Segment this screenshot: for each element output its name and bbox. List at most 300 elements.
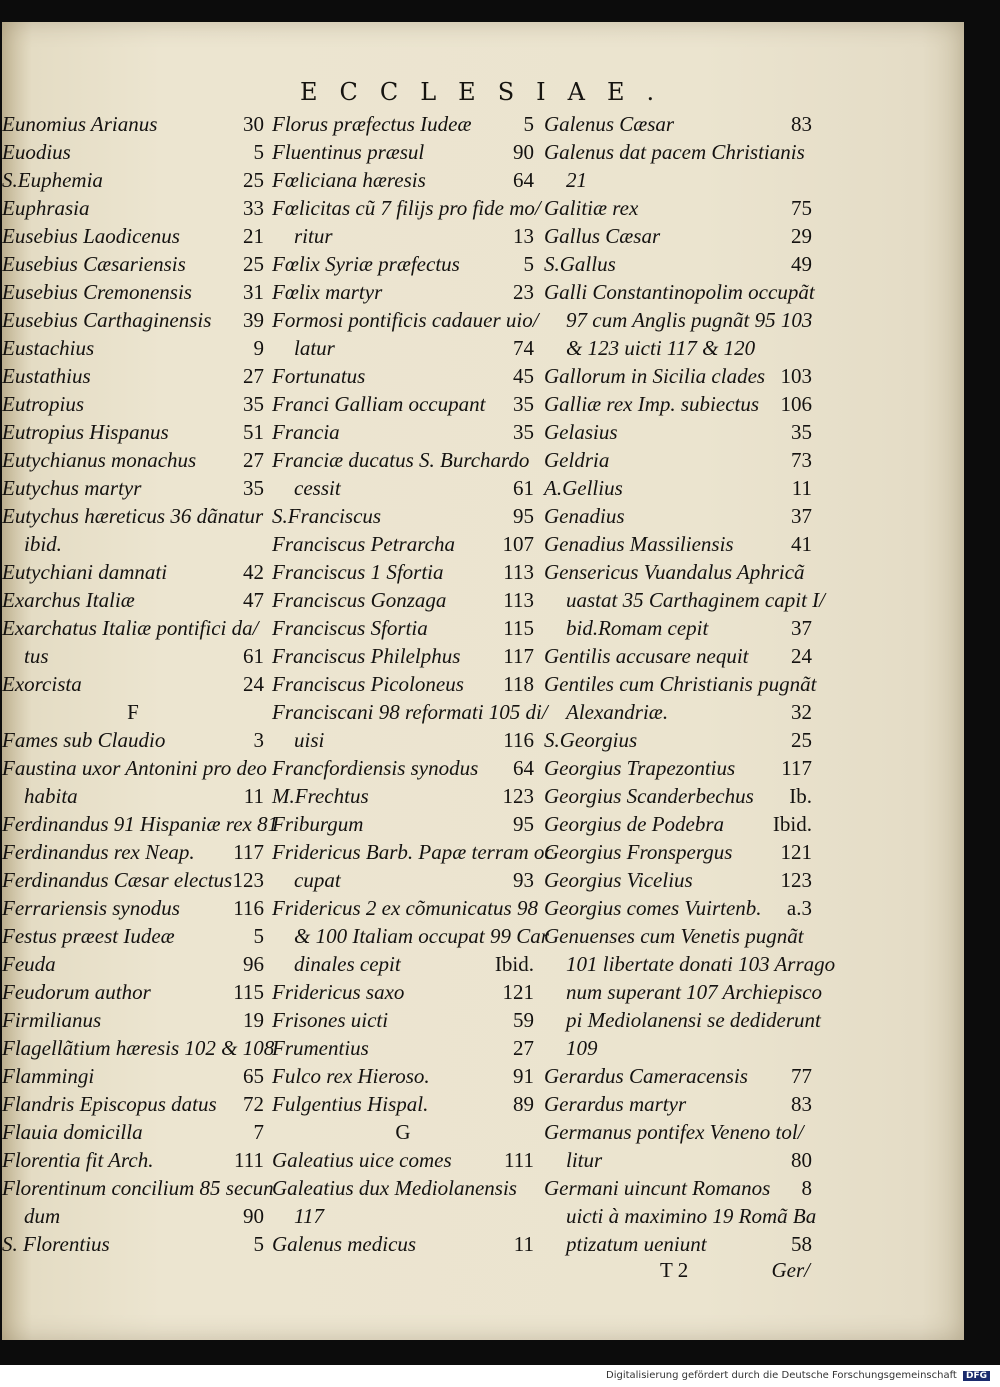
index-entry xyxy=(2,1146,264,1174)
entry-page-ref: 121 xyxy=(780,840,812,864)
index-entry xyxy=(2,978,264,1006)
index-column-1 xyxy=(2,110,279,1258)
entry-page-ref: 27 xyxy=(243,364,264,388)
entry-term: Ferrariensis synodus xyxy=(2,896,180,920)
index-entry xyxy=(2,362,264,390)
entry-term: uicti à maximino 19 Romã Ba xyxy=(566,1204,817,1228)
index-entry xyxy=(272,194,541,222)
entry-page-ref: 83 xyxy=(791,112,812,136)
entry-page-ref: 90 xyxy=(243,1204,264,1228)
index-entry xyxy=(544,362,812,390)
entry-term: Eutychianus monachus xyxy=(2,448,197,472)
index-entry xyxy=(2,782,264,810)
entry-page-ref: 89 xyxy=(513,1092,534,1116)
entry-page-ref: 96 xyxy=(243,952,264,976)
entry-term: dinales cepit xyxy=(294,952,401,976)
entry-page-ref: 51 xyxy=(243,420,264,444)
index-entry xyxy=(2,1062,264,1090)
index-entry xyxy=(2,1202,264,1230)
index-entry xyxy=(544,446,812,474)
index-entry xyxy=(2,166,264,194)
index-entry xyxy=(2,586,264,614)
entry-page-ref: 95 xyxy=(513,504,534,528)
entry-term: Francia xyxy=(272,420,340,444)
entry-term: Fortunatus xyxy=(272,364,366,388)
index-entry xyxy=(544,1090,812,1118)
entry-page-ref: 35 xyxy=(791,420,812,444)
index-entry xyxy=(544,334,812,362)
index-entry xyxy=(544,950,836,978)
index-entry xyxy=(2,754,267,782)
entry-term: & 100 Italiam occupat 99 Car xyxy=(294,924,549,948)
index-entry xyxy=(2,418,264,446)
entry-term: Galli Constantinopolim occupãt xyxy=(544,280,815,304)
index-entry xyxy=(2,306,264,334)
entry-term: M.Frechtus xyxy=(272,784,369,808)
entry-page-ref: 95 xyxy=(513,812,534,836)
index-entry xyxy=(2,1230,264,1258)
entry-page-ref: 35 xyxy=(243,392,264,416)
entry-page-ref: 42 xyxy=(243,560,264,584)
entry-term: Gentilis accusare nequit xyxy=(544,644,749,668)
index-entry xyxy=(272,866,534,894)
running-header: ECCLESIAE. xyxy=(300,78,677,106)
entry-page-ref: 113 xyxy=(503,588,534,612)
index-entry xyxy=(544,866,812,894)
entry-page-ref: 123 xyxy=(232,868,264,892)
index-entry xyxy=(2,446,264,474)
signature-mark: T 2 xyxy=(660,1258,689,1282)
entry-term: Faustina uxor Antonini pro deo xyxy=(2,756,267,780)
index-entry xyxy=(272,558,534,586)
entry-term: Eusebius Cæsariensis xyxy=(2,252,186,276)
entry-page-ref: 11 xyxy=(513,1232,534,1256)
entry-page-ref: 8 xyxy=(801,1176,812,1200)
entry-term: Eutychus martyr xyxy=(2,476,142,500)
entry-term: 117 xyxy=(294,1204,324,1228)
entry-term: Gerardus martyr xyxy=(544,1092,687,1116)
index-entry xyxy=(272,138,534,166)
entry-term: Francfordiensis synodus xyxy=(272,756,479,780)
entry-term: Flagellãtium hæresis 102 & 108 xyxy=(2,1036,275,1060)
entry-term: Exarchatus Italiæ pontifici da/ xyxy=(2,616,259,640)
entry-term: bid.Romam cepit xyxy=(566,616,709,640)
index-entry xyxy=(544,418,812,446)
entry-page-ref: 116 xyxy=(233,896,264,920)
entry-page-ref: a.3 xyxy=(786,896,812,920)
entry-term: Galitiæ rex xyxy=(544,196,639,220)
index-entry xyxy=(544,558,812,586)
entry-term: Franciscus Philelphus xyxy=(272,644,461,668)
entry-term: Fœlix martyr xyxy=(272,280,383,304)
entry-page-ref: 5 xyxy=(253,140,264,164)
entry-term: pi Mediolanensi se dediderunt xyxy=(566,1008,821,1032)
index-entry xyxy=(544,166,812,194)
entry-page-ref: 49 xyxy=(791,252,812,276)
index-entry xyxy=(544,586,825,614)
index-entry xyxy=(544,810,812,838)
entry-term: Eustachius xyxy=(2,336,95,360)
entry-term: Geldria xyxy=(544,448,610,472)
index-entry xyxy=(272,1230,534,1258)
index-entry xyxy=(2,110,264,138)
index-entry xyxy=(544,1230,812,1258)
index-entry xyxy=(544,1146,812,1174)
entry-term: Galenus Cæsar xyxy=(544,112,675,136)
entry-term: Galenus dat pacem Christianis xyxy=(544,140,805,164)
entry-term: Franci Galliam occupant xyxy=(272,392,486,416)
index-entry xyxy=(2,670,264,698)
index-entry xyxy=(2,390,264,418)
index-entry xyxy=(544,194,812,222)
entry-page-ref: 117 xyxy=(781,756,812,780)
entry-page-ref: 116 xyxy=(503,728,534,752)
index-entry xyxy=(272,726,534,754)
entry-term: Georgius Scanderbechus xyxy=(544,784,754,808)
entry-term: Fridericus saxo xyxy=(272,980,405,1004)
entry-term: Franciæ ducatus S. Burchardo xyxy=(272,448,530,472)
entry-term: 109 xyxy=(566,1036,598,1060)
index-entry xyxy=(2,194,264,222)
index-column-3 xyxy=(544,110,836,1258)
index-entry xyxy=(272,894,538,922)
index-entry xyxy=(272,474,534,502)
index-entry xyxy=(272,642,534,670)
index-entry xyxy=(272,950,534,978)
entry-page-ref: 65 xyxy=(243,1064,264,1088)
index-entry xyxy=(2,642,264,670)
entry-page-ref: 61 xyxy=(513,476,534,500)
index-entry xyxy=(272,838,554,866)
entry-term: Georgius Vicelius xyxy=(544,868,693,892)
entry-term: Franciscus Gonzaga xyxy=(272,588,447,612)
entry-term: ibid. xyxy=(24,532,62,556)
entry-page-ref: 80 xyxy=(791,1148,812,1172)
index-entry xyxy=(272,418,534,446)
index-entry xyxy=(544,1174,812,1202)
index-entry xyxy=(544,782,812,810)
entry-term: S.Georgius xyxy=(544,728,638,752)
catchword: Ger/ xyxy=(771,1258,810,1282)
entry-page-ref: 121 xyxy=(502,980,534,1004)
entry-term: uastat 35 Carthaginem capit I/ xyxy=(566,588,825,612)
entry-page-ref: 23 xyxy=(513,280,534,304)
index-entry xyxy=(544,978,823,1006)
index-entry xyxy=(272,362,534,390)
entry-term: Fulgentius Hispal. xyxy=(272,1092,429,1116)
entry-term: Genadius Massiliensis xyxy=(544,532,734,556)
entry-term: litur xyxy=(566,1148,603,1172)
entry-term: Firmilianus xyxy=(2,1008,102,1032)
entry-term: Flauia domicilla xyxy=(2,1120,143,1144)
entry-page-ref: 29 xyxy=(791,224,812,248)
index-entry xyxy=(2,558,264,586)
entry-term: Friburgum xyxy=(272,812,364,836)
entry-term: Georgius Fronspergus xyxy=(544,840,733,864)
index-entry xyxy=(2,922,264,950)
index-entry xyxy=(272,1202,534,1230)
index-entry xyxy=(544,1062,812,1090)
entry-term: Georgius comes Vuirtenb. xyxy=(544,896,762,920)
entry-page-ref: 30 xyxy=(243,112,264,136)
entry-term: Flandris Episcopus datus xyxy=(2,1092,217,1116)
entry-term: Fames sub Claudio xyxy=(2,728,166,752)
entry-term: Franciscani 98 reformati 105 di/ xyxy=(272,700,548,724)
index-entry xyxy=(2,530,264,558)
entry-term: Eutropius Hispanus xyxy=(2,420,169,444)
index-entry xyxy=(544,726,812,754)
index-entry xyxy=(544,1006,821,1034)
entry-term: Fœlicitas cũ 7 filijs pro fide mo/ xyxy=(272,196,541,220)
entry-term: Galenus medicus xyxy=(272,1232,417,1256)
entry-page-ref: 25 xyxy=(791,728,812,752)
entry-term: S.Euphemia xyxy=(2,168,103,192)
entry-term: Franciscus Petrarcha xyxy=(272,532,455,556)
entry-page-ref: 72 xyxy=(243,1092,264,1116)
index-entry xyxy=(544,614,812,642)
index-entry xyxy=(272,446,534,474)
entry-term: Gensericus Vuandalus Aphricã xyxy=(544,560,805,584)
entry-term: Florentinum concilium 85 secun xyxy=(2,1176,274,1200)
index-entry xyxy=(2,726,264,754)
entry-term: 21 xyxy=(566,168,587,192)
entry-term: Georgius Trapezontius xyxy=(544,756,736,780)
index-entry xyxy=(2,1118,264,1146)
index-entry xyxy=(272,1090,534,1118)
entry-term: Franciscus Picoloneus xyxy=(272,672,464,696)
entry-page-ref: 74 xyxy=(513,336,534,360)
entry-term: Gentiles cum Christianis pugnãt xyxy=(544,672,817,696)
entry-page-ref: 19 xyxy=(243,1008,264,1032)
index-entry xyxy=(544,306,812,334)
entry-page-ref: 123 xyxy=(780,868,812,892)
index-entry xyxy=(544,894,812,922)
entry-page-ref: 118 xyxy=(503,672,534,696)
entry-page-ref: 31 xyxy=(243,280,264,304)
index-entry xyxy=(2,838,264,866)
entry-term: S. Florentius xyxy=(2,1232,110,1256)
entry-page-ref: 41 xyxy=(791,532,812,556)
index-entry xyxy=(544,642,812,670)
index-entry xyxy=(544,1202,817,1230)
entry-term: Genuenses cum Venetis pugnãt xyxy=(544,924,804,948)
index-entry xyxy=(272,530,534,558)
entry-page-ref: 5 xyxy=(523,112,534,136)
entry-page-ref: 64 xyxy=(513,168,534,192)
entry-term: S.Gallus xyxy=(544,252,616,276)
index-entry xyxy=(2,278,264,306)
entry-page-ref: 33 xyxy=(243,196,264,220)
entry-page-ref: 117 xyxy=(503,644,534,668)
entry-page-ref: 24 xyxy=(243,672,264,696)
digitization-credit xyxy=(606,1370,990,1381)
entry-page-ref: 13 xyxy=(513,224,534,248)
entry-term: Fridericus 2 ex cõmunicatus 98 xyxy=(272,896,538,920)
entry-page-ref: 24 xyxy=(791,644,812,668)
index-entry xyxy=(544,390,812,418)
index-entry xyxy=(272,1034,534,1062)
index-entry xyxy=(544,110,812,138)
index-entry xyxy=(272,1006,534,1034)
entry-page-ref: 103 xyxy=(780,364,812,388)
index-entry xyxy=(544,222,812,250)
entry-term: Fulco rex Hieroso. xyxy=(272,1064,430,1088)
entry-page-ref: 5 xyxy=(253,924,264,948)
entry-term: F xyxy=(127,700,139,724)
entry-page-ref: 37 xyxy=(791,616,812,640)
entry-term: Festus præest Iudeæ xyxy=(2,924,175,948)
entry-term: S.Franciscus xyxy=(272,504,382,528)
entry-page-ref: 107 xyxy=(502,532,534,556)
entry-term: Formosi pontificis cadauer uio/ xyxy=(272,308,539,332)
index-entry xyxy=(544,474,812,502)
entry-page-ref: 113 xyxy=(503,560,534,584)
entry-page-ref: 25 xyxy=(243,252,264,276)
entry-page-ref: 117 xyxy=(233,840,264,864)
entry-term: Gallus Cæsar xyxy=(544,224,661,248)
entry-page-ref: 123 xyxy=(502,784,534,808)
entry-term: ritur xyxy=(294,224,333,248)
entry-term: Germanus pontifex Veneno tol/ xyxy=(544,1120,804,1144)
entry-term: Feudorum author xyxy=(2,980,151,1004)
index-entry xyxy=(544,670,817,698)
entry-term: Florentia fit Arch. xyxy=(2,1148,154,1172)
entry-term: Eusebius Cremonensis xyxy=(2,280,192,304)
entry-page-ref: Ib. xyxy=(789,784,812,808)
entry-term: uisi xyxy=(294,728,325,752)
entry-page-ref: 83 xyxy=(791,1092,812,1116)
entry-page-ref: 64 xyxy=(513,756,534,780)
entry-term: 97 cum Anglis pugnãt 95 103 xyxy=(566,308,813,332)
entry-term: Genadius xyxy=(544,504,625,528)
entry-page-ref: 58 xyxy=(791,1232,812,1256)
index-entry xyxy=(2,334,264,362)
entry-term: Ferdinandus 91 Hispaniæ rex 81 xyxy=(2,812,279,836)
entry-term: Fœlix Syriæ præfectus xyxy=(272,252,460,276)
entry-page-ref: 35 xyxy=(513,420,534,444)
entry-page-ref: 115 xyxy=(233,980,264,1004)
index-entry xyxy=(2,474,264,502)
entry-page-ref: 73 xyxy=(791,448,812,472)
index-entry xyxy=(2,222,264,250)
entry-term: Eutropius xyxy=(2,392,85,416)
section-letter xyxy=(272,1118,534,1146)
entry-term: Eunomius Arianus xyxy=(2,112,158,136)
entry-term: tus xyxy=(24,644,49,668)
index-entry xyxy=(2,1174,274,1202)
entry-page-ref: 5 xyxy=(523,252,534,276)
entry-page-ref: 21 xyxy=(243,224,264,248)
index-entry xyxy=(272,586,534,614)
index-entry xyxy=(272,306,539,334)
credit-text: Digitalisierung gefördert durch die Deutsche Forschungsgemeinschaft xyxy=(606,1370,957,1381)
index-entry xyxy=(272,782,534,810)
index-entry xyxy=(2,614,264,642)
entry-term: Feuda xyxy=(2,952,56,976)
entry-term: Flammingi xyxy=(2,1064,95,1088)
entry-page-ref: 115 xyxy=(503,616,534,640)
entry-term: Gerardus Cameracensis xyxy=(544,1064,748,1088)
index-entry xyxy=(272,810,534,838)
index-entry xyxy=(272,222,534,250)
index-entry xyxy=(2,1034,275,1062)
entry-page-ref: 35 xyxy=(243,476,264,500)
index-entry xyxy=(272,1146,534,1174)
entry-term: 101 libertate donati 103 Arrago xyxy=(566,952,836,976)
entry-term: Franciscus 1 Sfortia xyxy=(272,560,444,584)
dfg-logo: DFG xyxy=(963,1371,990,1381)
index-column-2 xyxy=(272,110,554,1258)
entry-term: latur xyxy=(294,336,335,360)
index-entry xyxy=(2,810,279,838)
entry-term: Frumentius xyxy=(272,1036,369,1060)
entry-page-ref: 61 xyxy=(243,644,264,668)
entry-term: Fridericus Barb. Papæ terram oc xyxy=(272,840,554,864)
index-entry xyxy=(544,1118,812,1146)
entry-term: Ferdinandus rex Neap. xyxy=(2,840,195,864)
entry-term: Ferdinandus Cæsar electus xyxy=(2,868,233,892)
entry-page-ref: 106 xyxy=(780,392,812,416)
entry-page-ref: 5 xyxy=(253,1232,264,1256)
index-entry xyxy=(272,278,534,306)
entry-term: Eusebius Laodicenus xyxy=(2,224,180,248)
entry-term: & 123 uicti 117 & 120 xyxy=(566,336,756,360)
entry-term: Eutychiani damnati xyxy=(2,560,168,584)
index-entry xyxy=(544,838,812,866)
entry-page-ref: 59 xyxy=(513,1008,534,1032)
index-entry xyxy=(2,950,264,978)
entry-page-ref: Ibid. xyxy=(494,952,534,976)
index-entry xyxy=(272,922,549,950)
entry-term: Frisones uicti xyxy=(272,1008,389,1032)
entry-term: Euphrasia xyxy=(2,196,90,220)
entry-term: Fœliciana hæresis xyxy=(272,168,426,192)
index-entry xyxy=(2,866,264,894)
index-entry xyxy=(272,698,548,726)
entry-page-ref: 75 xyxy=(791,196,812,220)
entry-page-ref: 39 xyxy=(243,308,264,332)
entry-term: Galeatius uice comes xyxy=(272,1148,452,1172)
entry-term: Galliæ rex Imp. subiectus xyxy=(544,392,760,416)
index-entry xyxy=(272,110,534,138)
entry-page-ref: 9 xyxy=(253,336,264,360)
entry-page-ref: 35 xyxy=(513,392,534,416)
entry-term: cessit xyxy=(294,476,341,500)
index-entry xyxy=(2,1006,264,1034)
entry-page-ref: 91 xyxy=(513,1064,534,1088)
index-entry xyxy=(544,530,812,558)
entry-page-ref: 111 xyxy=(234,1148,264,1172)
entry-term: G xyxy=(395,1120,411,1144)
entry-term: num superant 107 Archiepisco xyxy=(566,980,823,1004)
entry-page-ref: 11 xyxy=(791,476,812,500)
index-entry xyxy=(272,978,534,1006)
entry-page-ref: 25 xyxy=(243,168,264,192)
entry-term: habita xyxy=(24,784,78,808)
entry-term: Eutychus hæreticus 36 dãnatur xyxy=(2,504,264,528)
index-entry xyxy=(272,614,534,642)
entry-term: Gelasius xyxy=(544,420,618,444)
entry-page-ref: 90 xyxy=(513,140,534,164)
entry-page-ref: 27 xyxy=(243,448,264,472)
entry-page-ref: 77 xyxy=(791,1064,812,1088)
index-entry xyxy=(272,502,534,530)
entry-term: Exorcista xyxy=(2,672,82,696)
entry-page-ref: 37 xyxy=(791,504,812,528)
entry-term: Germani uincunt Romanos xyxy=(544,1176,771,1200)
entry-term: Euodius xyxy=(2,140,71,164)
entry-page-ref: 3 xyxy=(253,728,264,752)
